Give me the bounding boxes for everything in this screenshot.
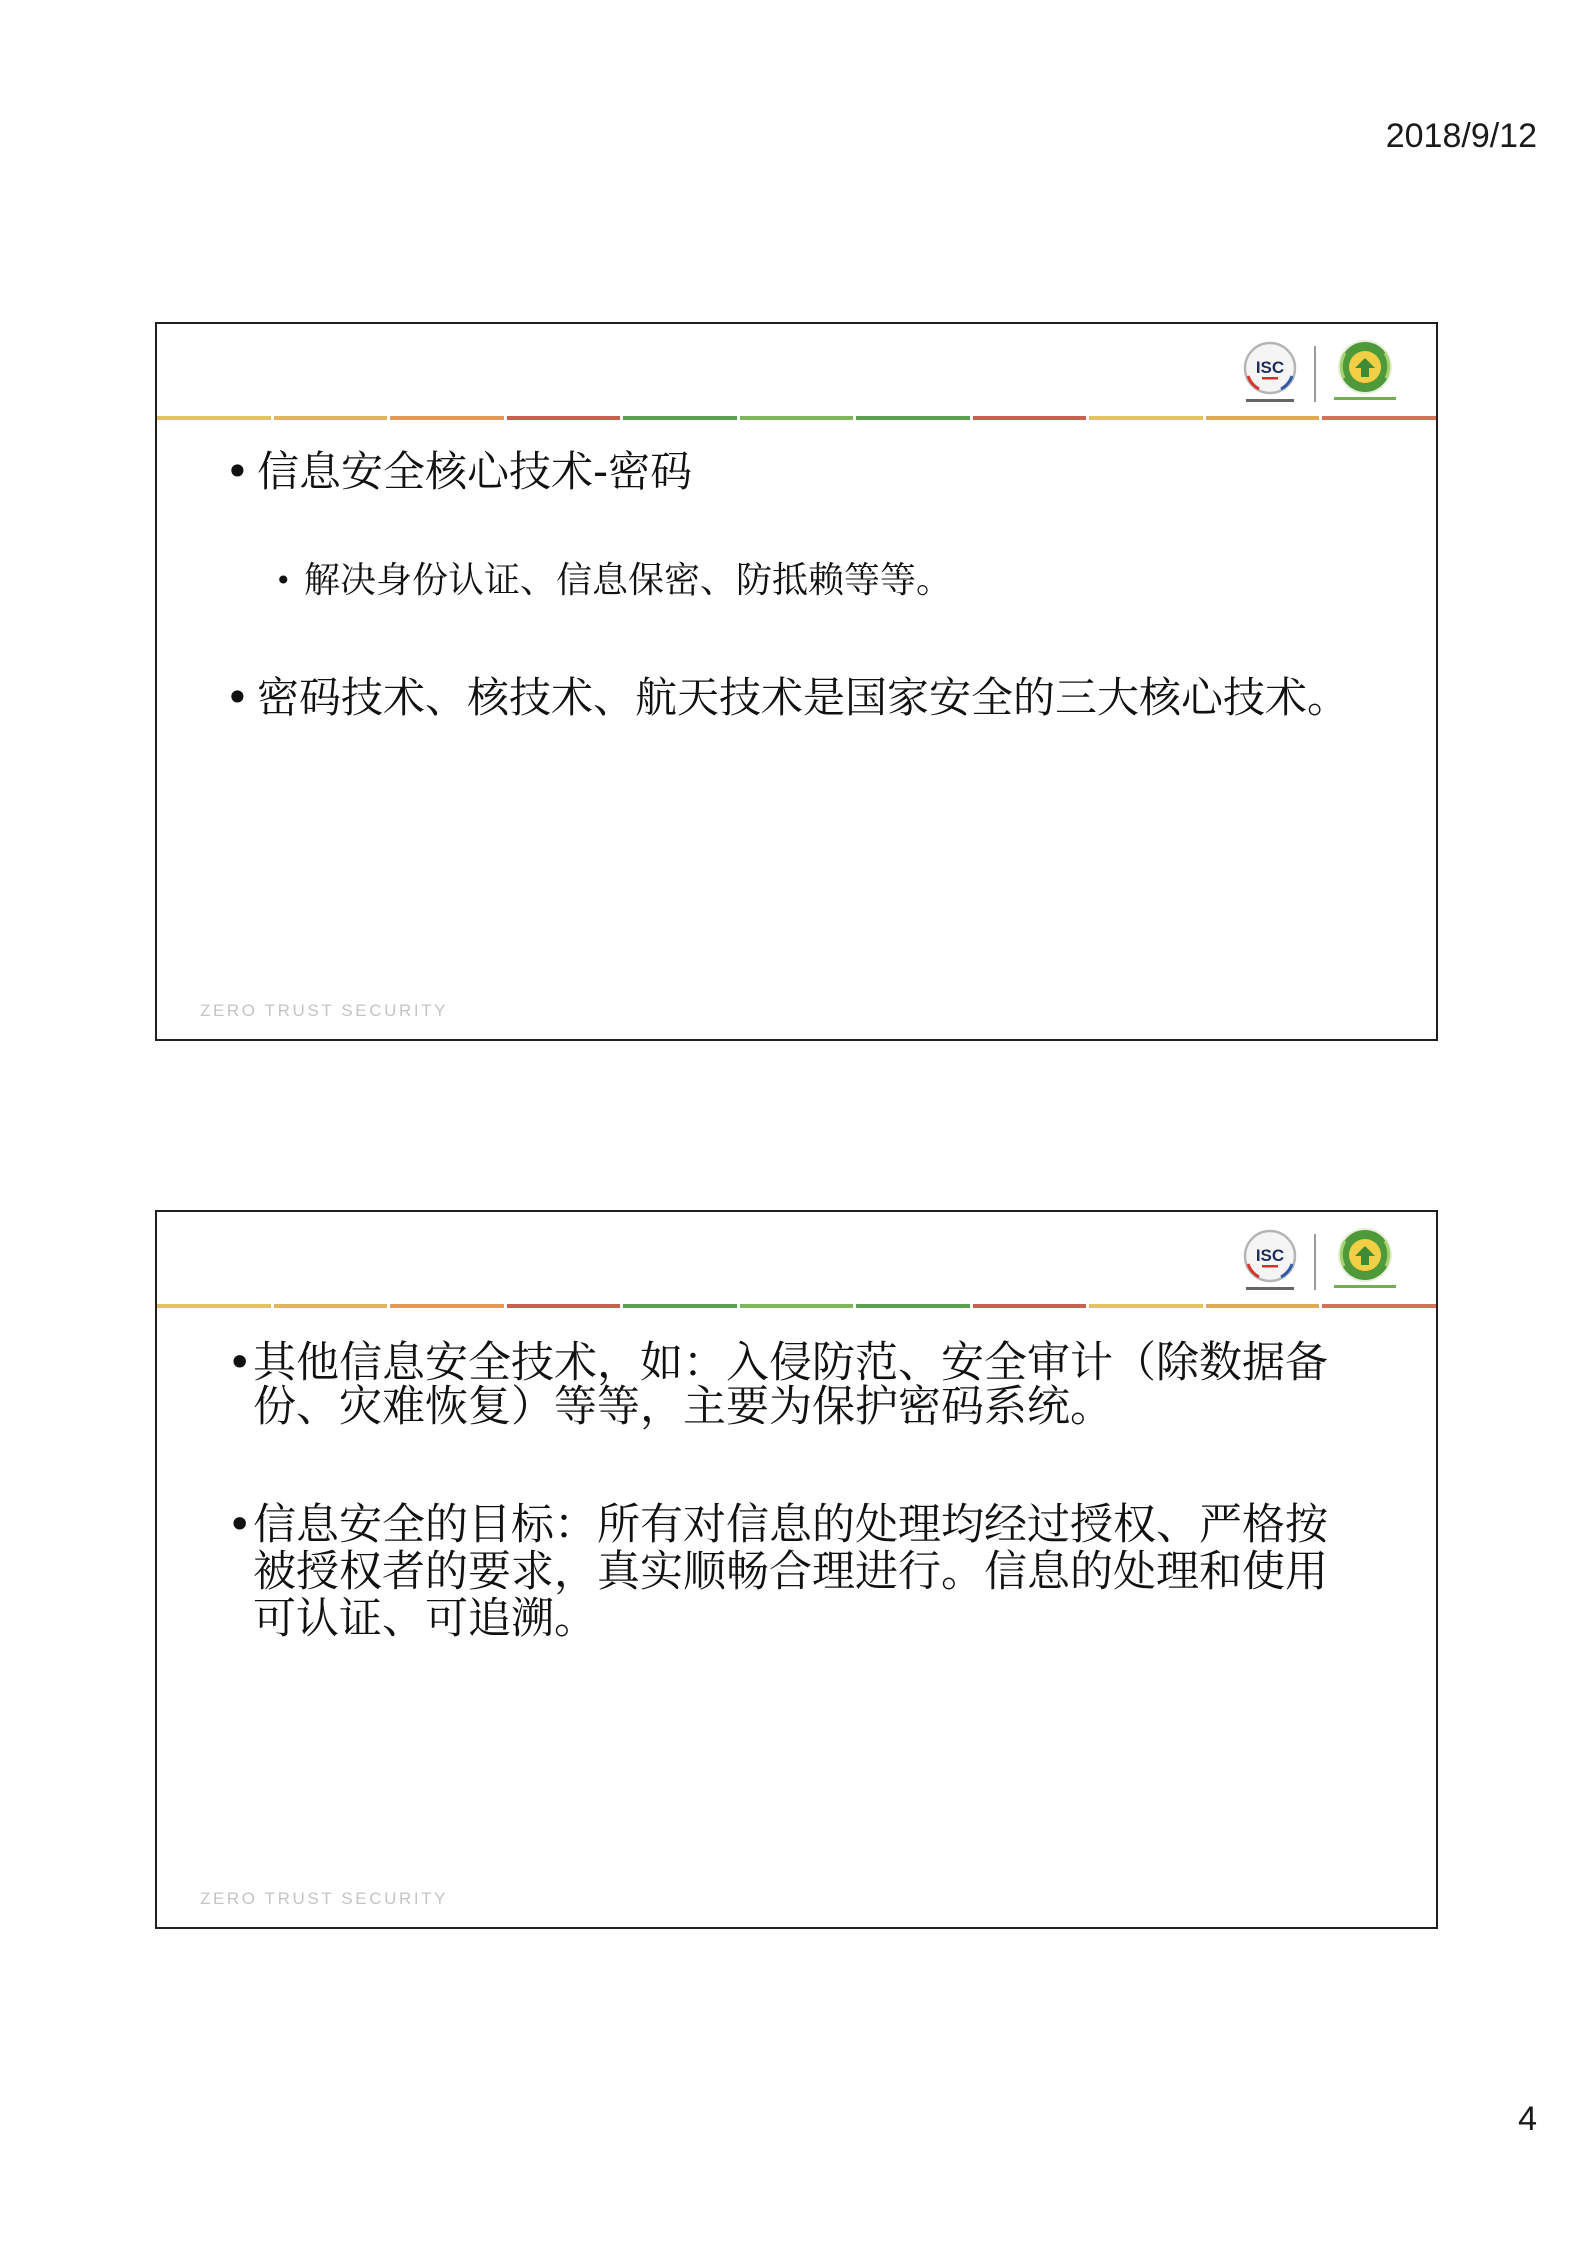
bullet-item xyxy=(227,1502,1328,1643)
divider-segment xyxy=(623,416,737,420)
divider-segment xyxy=(507,1304,621,1308)
bullet-marker: • xyxy=(225,673,250,722)
divider-segment xyxy=(1322,416,1436,420)
slide-thumbnail xyxy=(155,1210,1438,1929)
divider-segment xyxy=(740,416,854,420)
bullet-item xyxy=(225,447,692,497)
isc-logo-text: ISC xyxy=(1255,358,1285,377)
bullet-text xyxy=(253,1502,1328,1643)
bullet-marker: • xyxy=(225,447,250,496)
bullet-text: 密码技术、核技术、航天技术是国家安全的三大核心技术。 xyxy=(257,673,1350,722)
title-divider xyxy=(157,416,1436,420)
page-number: 4 xyxy=(1518,2100,1537,2138)
bullet-item xyxy=(225,673,1349,723)
bullet-text xyxy=(253,1338,1328,1432)
divider-segment xyxy=(973,1304,1087,1308)
title-divider xyxy=(157,1304,1436,1308)
divider-segment xyxy=(1089,1304,1203,1308)
isc-logo xyxy=(1239,1226,1301,1294)
divider-segment xyxy=(157,1304,271,1308)
bullet-text-line: 份、灾难恢复）等等，主要为保护密码系统。 xyxy=(253,1382,1113,1432)
footer-watermark: ZERO TRUST SECURITY xyxy=(200,1889,449,1908)
divider-segment xyxy=(623,1304,737,1308)
footer-watermark: ZERO TRUST SECURITY xyxy=(200,1001,449,1020)
bullet-text: 信息安全核心技术-密码 xyxy=(257,447,693,496)
divider-segment xyxy=(856,1304,970,1308)
logo-separator xyxy=(1314,346,1316,402)
page-date: 2018/9/12 xyxy=(1385,117,1537,155)
divider-segment xyxy=(390,1304,504,1308)
bullet-text-line: 信息安全的目标：所有对信息的处理均经过授权、严格按 xyxy=(253,1500,1328,1550)
divider-segment xyxy=(856,416,970,420)
divider-segment xyxy=(157,416,271,420)
divider-segment xyxy=(274,1304,388,1308)
sub-bullet-item xyxy=(275,559,952,603)
divider-segment xyxy=(1206,1304,1320,1308)
bullet-text-line: 被授权者的要求，真实顺畅合理进行。信息的处理和使用 xyxy=(253,1547,1328,1597)
bullet-text-line: 可认证、可追溯。 xyxy=(253,1594,597,1644)
emblem-logo xyxy=(1329,336,1401,406)
divider-segment xyxy=(973,416,1087,420)
divider-segment xyxy=(1322,1304,1436,1308)
divider-segment xyxy=(274,416,388,420)
divider-segment xyxy=(1089,416,1203,420)
bullet-text-line: 其他信息安全技术，如：入侵防范、安全审计（除数据备 xyxy=(253,1338,1328,1388)
bullet-marker: • xyxy=(227,1500,253,1550)
emblem-logo xyxy=(1329,1224,1401,1294)
divider-segment xyxy=(1206,416,1320,420)
bullet-text: 解决身份认证、信息保密、防抵赖等等。 xyxy=(304,560,953,601)
logo-separator xyxy=(1314,1234,1316,1290)
divider-segment xyxy=(740,1304,854,1308)
divider-segment xyxy=(507,416,621,420)
slide-thumbnail xyxy=(155,322,1438,1041)
bullet-marker: • xyxy=(275,564,292,597)
bullet-marker: • xyxy=(227,1338,253,1388)
isc-logo xyxy=(1239,338,1301,406)
isc-logo-text: ISC xyxy=(1255,1246,1285,1265)
bullet-item xyxy=(227,1338,1328,1432)
divider-segment xyxy=(390,416,504,420)
